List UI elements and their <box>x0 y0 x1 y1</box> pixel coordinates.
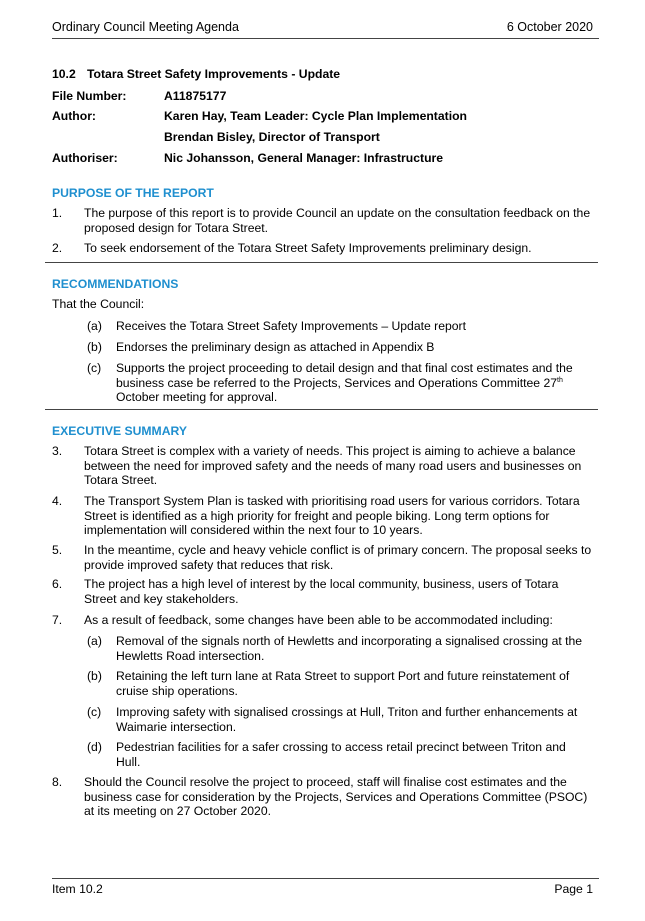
list-item-text: Should the Council resolve the project to proceed, staff will finalise cost estimates and the business case for consideration by the Projects, Services and Operations Committee (PSOC) at its meeting on 27 October 2020. <box>84 775 588 819</box>
authoriser-label: Authoriser: <box>52 151 118 165</box>
file-number-value: A11875177 <box>164 89 227 103</box>
file-number-label: File Number: <box>52 89 127 103</box>
footer-page: Page 1 <box>554 882 593 896</box>
recommendations-heading: RECOMMENDATIONS <box>52 277 179 291</box>
list-item-number: 1. <box>52 206 63 220</box>
list-item-text: As a result of feedback, some changes have been able to be accommodated including: <box>84 613 553 627</box>
purpose-heading: PURPOSE OF THE REPORT <box>52 186 214 200</box>
list-item-number: 4. <box>52 494 63 508</box>
list-item-number: (c) <box>87 361 102 375</box>
author-label: Author: <box>52 109 96 123</box>
text-part: Supports the project proceeding to detail design and that final cost estimates and the business case be referred to the Projects, Services and Operations Committee 27 <box>116 361 573 390</box>
list-item-number: 5. <box>52 543 63 557</box>
list-item-number: 7. <box>52 613 63 627</box>
author-1: Karen Hay, Team Leader: Cycle Plan Implementation <box>164 109 467 123</box>
header-date: 6 October 2020 <box>506 20 593 34</box>
footer-rule <box>52 878 599 879</box>
list-item-text: Totara Street is complex with a variety of needs. This project is aiming to achieve a balance between the need for improved safety and the needs of many road users and businesses on Totara Street. <box>84 444 582 488</box>
list-item-number: 8. <box>52 775 63 789</box>
list-item-number: 2. <box>52 241 63 255</box>
text-part: October meeting for approval. <box>116 390 278 405</box>
list-item-text: Removal of the signals north of Hewletts and incorporating a signalised crossing at the Hewletts Road intersection. <box>116 634 583 663</box>
list-item-number: (a) <box>87 319 102 333</box>
list-item-text: Endorses the preliminary design as attached in Appendix B <box>116 340 435 354</box>
list-item-number: (c) <box>87 705 102 719</box>
list-item-number: (a) <box>87 634 102 648</box>
section-divider <box>45 262 598 263</box>
list-item-text <box>116 361 593 405</box>
summary-heading: EXECUTIVE SUMMARY <box>52 424 187 438</box>
list-item-text: To seek endorsement of the Totara Street Safety Improvements preliminary design. <box>84 241 532 255</box>
superscript: th <box>557 376 563 384</box>
list-item-text: The project has a high level of interest by the local community, business, users of Totara Street and key stakeholders. <box>84 577 559 606</box>
header-title: Ordinary Council Meeting Agenda <box>52 20 239 34</box>
item-title: Totara Street Safety Improvements - Update <box>87 67 341 81</box>
list-item-text: Improving safety with signalised crossings at Hull, Triton and further enhancements at Waimarie intersection. <box>116 705 578 734</box>
author-2: Brendan Bisley, Director of Transport <box>164 130 380 144</box>
list-item-number: (b) <box>87 340 102 354</box>
footer-item: Item 10.2 <box>52 882 103 896</box>
list-item-text: The Transport System Plan is tasked with prioritising road users for various corridors. Totara Street is identified as a high priority for freight and people biking. Long term options for implementation will considered within the next four to 10 years. <box>84 494 580 538</box>
list-item-text: Receives the Totara Street Safety Improvements – Update report <box>116 319 467 333</box>
item-number: 10.2 <box>52 67 76 81</box>
list-item-text: Retaining the left turn lane at Rata Street to support Port and future reinstatement of cruise ship operations. <box>116 669 570 698</box>
list-item-text: The purpose of this report is to provide Council an update on the consultation feedback on the proposed design for Totara Street. <box>84 206 591 235</box>
recommendations-intro: That the Council: <box>52 297 145 311</box>
list-item-text: In the meantime, cycle and heavy vehicle conflict is of primary concern. The proposal seeks to provide improved safety that reduces that risk. <box>84 543 592 572</box>
header-rule <box>52 38 599 39</box>
list-item-number: (d) <box>87 740 102 754</box>
list-item-number: 6. <box>52 577 63 591</box>
list-item-text: Pedestrian facilities for a safer crossing to access retail precinct between Triton and Hull. <box>116 740 566 769</box>
authoriser-value: Nic Johansson, General Manager: Infrastructure <box>164 151 444 165</box>
list-item-number: (b) <box>87 669 102 683</box>
list-item-number: 3. <box>52 444 63 458</box>
section-divider <box>45 409 598 410</box>
